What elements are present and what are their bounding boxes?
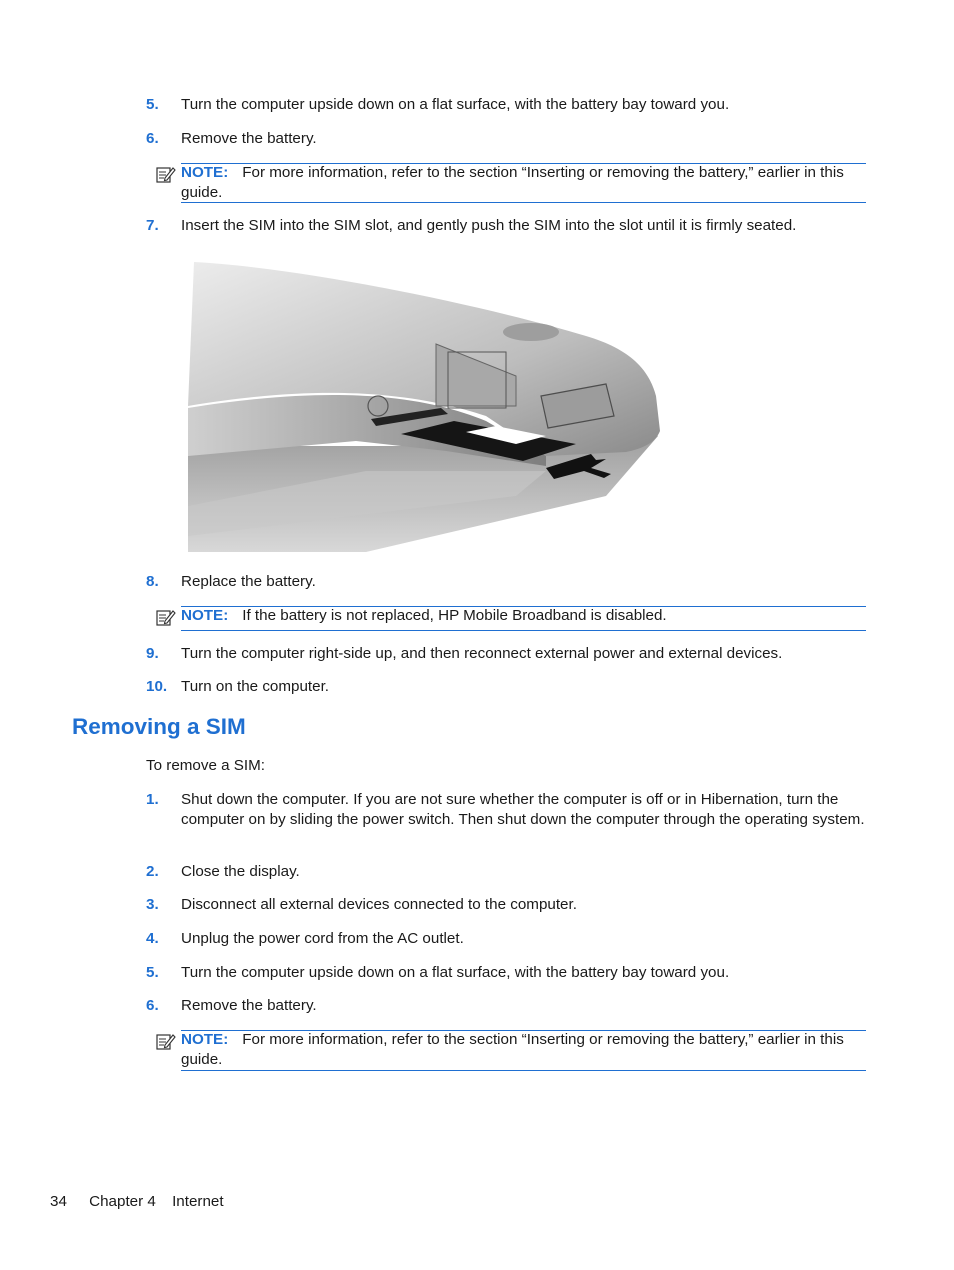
sim-insertion-figure — [186, 256, 666, 552]
note-bottom-rule — [181, 202, 866, 203]
step-text: Remove the battery. — [181, 997, 317, 1014]
note-pencil-icon — [156, 165, 176, 183]
step-number: 5. — [146, 964, 159, 981]
step-number: 3. — [146, 896, 159, 913]
step-text: Turn the computer right-side up, and then reconnect external power and external devices. — [181, 645, 783, 662]
step-text: Turn on the computer. — [181, 678, 330, 695]
note-body — [181, 163, 866, 202]
step-text: Turn the computer upside down on a flat surface, with the battery bay toward you. — [181, 964, 730, 981]
note-bottom-rule — [181, 630, 866, 631]
page-footer — [50, 1192, 242, 1212]
note-box — [156, 1030, 866, 1071]
note-text: If the battery is not replaced, HP Mobile Broadband is disabled. — [242, 607, 667, 624]
note-text: For more information, refer to the section “Inserting or removing the battery,” earlier in this guide. — [181, 1031, 844, 1068]
step-number: 5. — [146, 96, 159, 113]
step-number: 7. — [146, 217, 159, 234]
note-pencil-icon — [156, 608, 176, 626]
page-number: 34 — [50, 1193, 67, 1210]
step-text: Replace the battery. — [181, 573, 316, 590]
step-number: 1. — [146, 791, 159, 808]
note-text: For more information, refer to the section “Inserting or removing the battery,” earlier in this guide. — [181, 164, 844, 201]
note-pencil-icon — [156, 1032, 176, 1050]
note-label: NOTE: — [181, 164, 229, 181]
step-number: 6. — [146, 997, 159, 1014]
note-label: NOTE: — [181, 607, 229, 624]
step-number: 2. — [146, 863, 159, 880]
section-intro: To remove a SIM: — [146, 757, 266, 774]
note-body — [181, 606, 866, 626]
footer-title: Internet — [172, 1193, 224, 1210]
step-text: Turn the computer upside down on a flat surface, with the battery bay toward you. — [181, 96, 730, 113]
note-label: NOTE: — [181, 1031, 229, 1048]
note-body — [181, 1030, 866, 1069]
step-number: 8. — [146, 573, 159, 590]
step-number: 9. — [146, 645, 159, 662]
step-number: 4. — [146, 930, 159, 947]
footer-chapter: Chapter 4 — [89, 1193, 156, 1210]
step-text: Shut down the computer. If you are not sure whether the computer is off or in Hibernation, turn the computer on by sliding the power switch. Then shut down the computer through the operating system. — [181, 791, 865, 828]
step-text: Unplug the power cord from the AC outlet. — [181, 930, 464, 947]
step-number: 6. — [146, 130, 159, 147]
note-box — [156, 606, 866, 631]
step-text: Close the display. — [181, 863, 300, 880]
step-text: Remove the battery. — [181, 130, 317, 147]
note-bottom-rule — [181, 1070, 866, 1071]
section-heading: Removing a SIM — [72, 714, 246, 739]
step-number: 10. — [146, 678, 168, 695]
step-text: Disconnect all external devices connected to the computer. — [181, 896, 577, 913]
step-text: Insert the SIM into the SIM slot, and gently push the SIM into the slot until it is firmly seated. — [181, 217, 797, 234]
note-box — [156, 163, 866, 203]
